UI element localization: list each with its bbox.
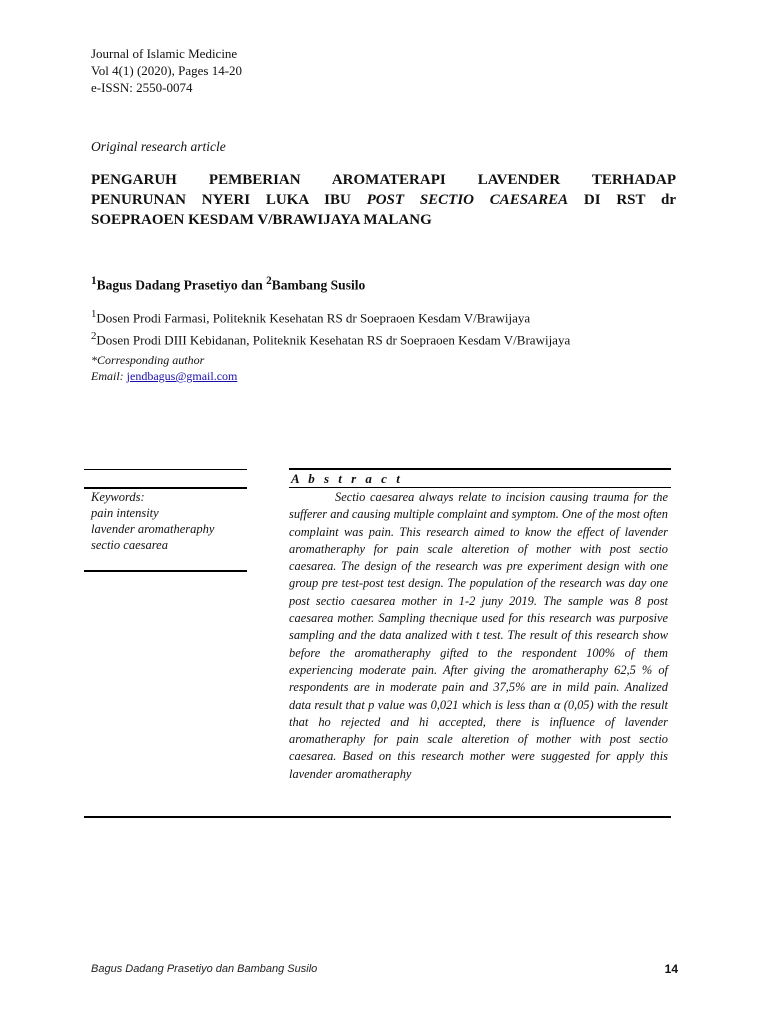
author-1: Bagus Dadang Prasetiyo dan	[96, 277, 267, 293]
affiliation-2	[91, 327, 570, 349]
title-line-2	[91, 190, 676, 210]
author-1-superscript: 1	[91, 275, 97, 287]
keywords-top-rule	[84, 469, 247, 470]
abstract-body	[289, 489, 668, 783]
affiliation-1-text: Dosen Prodi Farmasi, Politeknik Kesehatan RS dr Soepraoen Kesdam V/Brawijaya	[96, 310, 531, 326]
keyword-item: pain intensity	[91, 506, 159, 520]
author-2: Bambang Susilo	[271, 277, 366, 293]
affiliation-2-text: Dosen Prodi DIII Kebidanan, Politeknik Kesehatan RS dr Soepraoen Kesdam V/Brawijaya	[96, 332, 571, 348]
title-line-2-part-1: PENURUNAN NYERI LUKA IBU	[91, 192, 367, 208]
affiliation-1-sup: 1	[91, 308, 97, 320]
author-2-superscript: 2	[266, 275, 272, 287]
keyword-item: lavender aromatheraphy	[91, 522, 215, 536]
email-label: Email:	[91, 369, 127, 383]
email-link[interactable]: jendbagus@gmail.com	[126, 369, 238, 383]
affiliation-2-sup: 2	[91, 330, 97, 343]
title-line-1: PENGARUH PEMBERIAN AROMATERAPI LAVENDER TERHADAP	[91, 172, 676, 188]
title-line-2-part-3: DI RST dr	[568, 192, 676, 208]
keyword-item: sectio caesarea	[91, 538, 168, 552]
abstract-header-rule	[289, 487, 671, 488]
title-line-2-italic: POST SECTIO CAESAREA	[366, 192, 569, 208]
email-line	[91, 368, 237, 384]
journal-issn: e-ISSN: 2550-0074	[91, 80, 193, 95]
page-number: 14	[664, 962, 678, 976]
author-list	[91, 275, 365, 294]
journal-volume: Vol 4(1) (2020), Pages 14-20	[91, 63, 243, 78]
abstract-text: Sectio caesarea always relate to incision causing trauma for the sufferer and causing multiple complaint and symptom. One of the most often complaint was pain. This research aimed to know the effect of lavender aromatheraphy for pain scale alteretion of mother with post sectio caesarea. The design of the research was pre experiment design with one group pre test-post test design. The population of the research was day one post sectio caesarea mother in 1-2 juny 2019. The sample was 8 post caesarea mother. Sampling thecnique used for this research was purposive sampling and the data analized with t test. The result of this research show before the aromatheraphy gifted to the respondent 100% of them experiencing moderate pain. After giving the aromatheraphy 62,5 % of respondents are in moderate pain and 37,5% are in mild pain. Analized data result that p value was 0,021 which is less than α (0,05) with the result that ho rejected and hi accepted, there is influence of lavender aromatheraphy for pain scale alteretion of mother with post sectio caesarea. Based on this research mother were suggested for apply this lavender aromatheraphy	[289, 490, 668, 781]
journal-info	[91, 45, 242, 96]
keywords-heading: Keywords:	[91, 490, 145, 504]
corresponding-label: *Corresponding author	[91, 353, 205, 367]
keywords-block	[91, 489, 214, 553]
abstract-bottom-rule	[84, 816, 671, 818]
affiliation-1	[91, 305, 570, 327]
article-title	[91, 170, 676, 230]
title-line-3: SOEPRAOEN KESDAM V/BRAWIJAYA MALANG	[91, 212, 432, 228]
article-type: Original research article	[91, 139, 226, 154]
abstract-heading: A b s t r a c t	[291, 471, 403, 486]
affiliations	[91, 305, 570, 350]
keywords-bottom-rule	[84, 570, 247, 572]
abstract-top-rule	[289, 468, 671, 470]
journal-name: Journal of Islamic Medicine	[91, 46, 238, 61]
footer-authors: Bagus Dadang Prasetiyo dan Bambang Susilo	[91, 963, 318, 975]
corresponding-author	[91, 352, 237, 384]
